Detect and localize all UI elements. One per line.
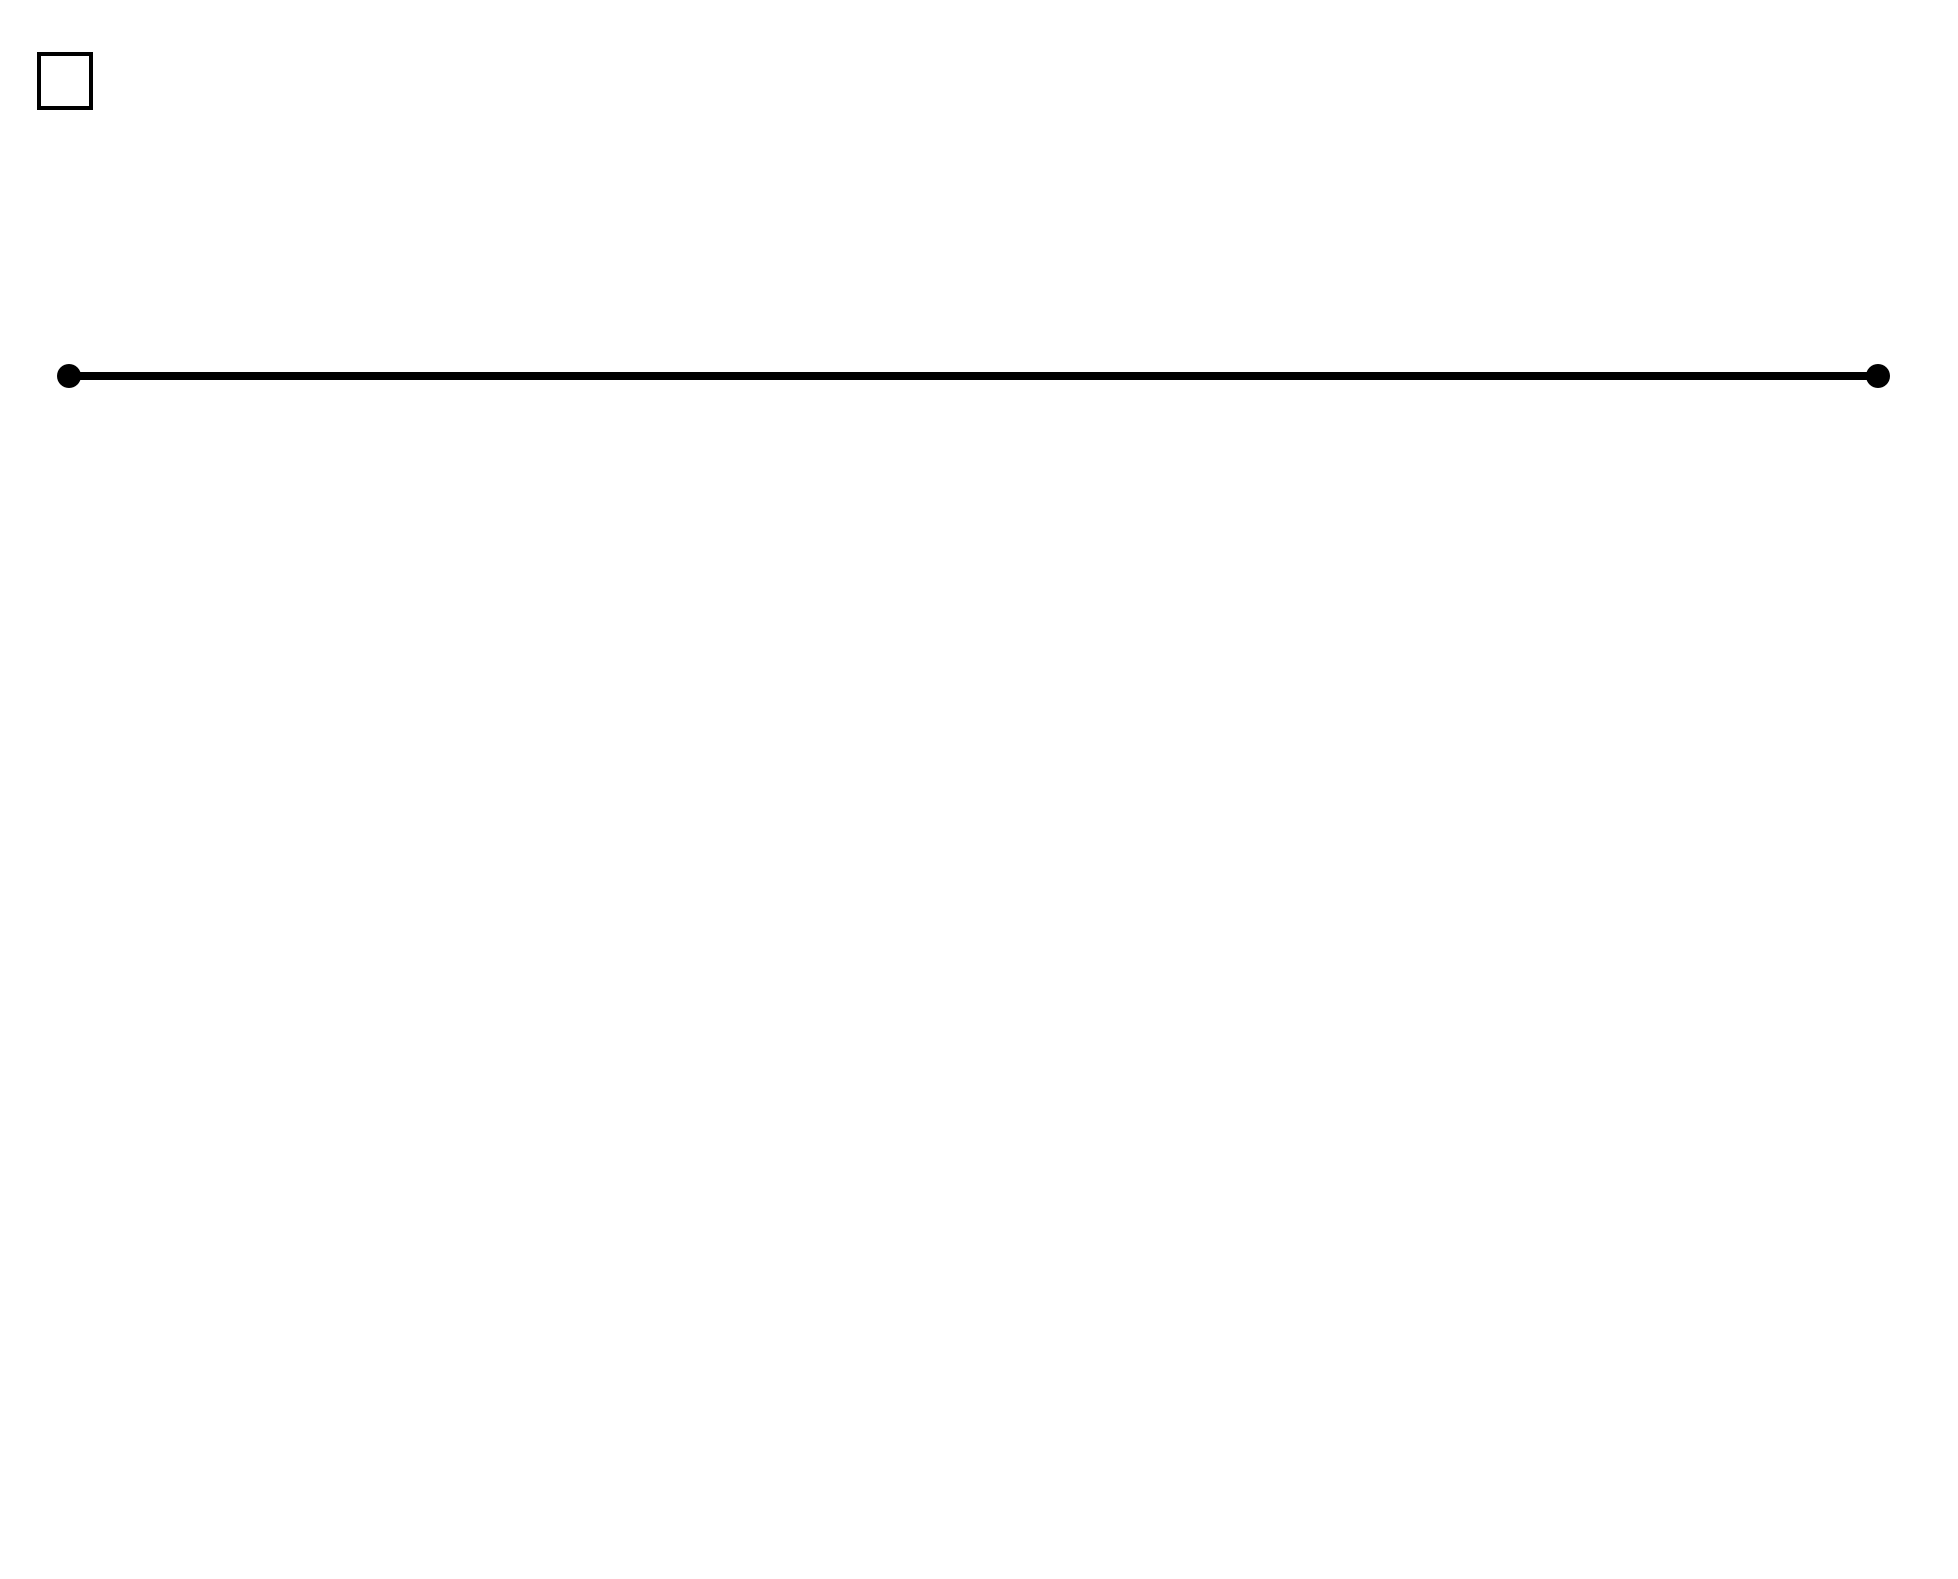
segment-figure — [0, 0, 1958, 570]
point-a-dot — [57, 364, 81, 388]
point-b-dot — [1866, 364, 1890, 388]
